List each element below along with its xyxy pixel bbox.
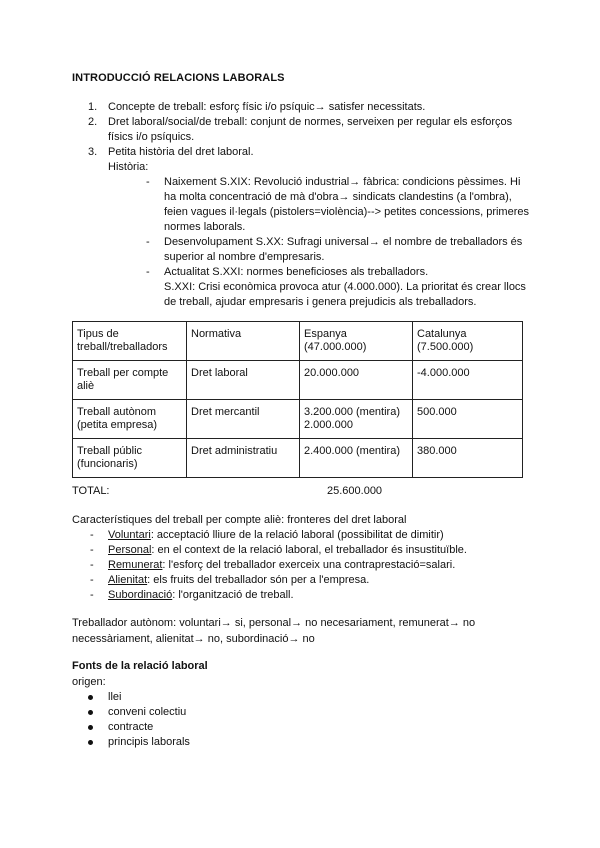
work-types-table bbox=[72, 321, 523, 478]
table-cell: 2.400.000 (mentira) bbox=[300, 439, 413, 478]
bullet-icon bbox=[88, 695, 93, 700]
sources-origin-label: origen: bbox=[72, 676, 106, 688]
sources-section bbox=[72, 675, 190, 750]
table-cell: Dret administratiu bbox=[187, 439, 300, 478]
list-number: 3. bbox=[88, 146, 98, 158]
historia-item: - Desenvolupament S.XX: Sufragi universal→ el nombre de treballadors és superior al nombre d'empresaris. bbox=[146, 236, 523, 263]
list-text: Petita història del dret laboral. bbox=[108, 146, 254, 158]
characteristic-desc: : els fruits del treballador són per a l'empresa. bbox=[147, 574, 370, 586]
characteristic-desc: : en el context de la relació laboral, el treballador és insustituïble. bbox=[151, 544, 467, 556]
characteristic-term: Alienitat bbox=[108, 574, 148, 586]
bullet-icon bbox=[88, 725, 93, 730]
list-text: Dret laboral/social/de treball: conjunt de normes, serveixen per regular els esforços físics i/o psíquics. bbox=[108, 116, 513, 143]
historia-item: - Actualitat S.XXI: normes beneficioses als treballadors. S.XXI: Crisi econòmica provoca atur (4.000.000). La prioritat és crear llocs de treball, ajudar empresaris i genera prejudicis als treballadors. bbox=[128, 265, 532, 310]
table-row bbox=[73, 361, 523, 400]
source-text: principis laborals bbox=[108, 736, 190, 748]
table-cell: Treball públic (funcionaris) bbox=[73, 439, 187, 478]
historia-label: Història: bbox=[108, 161, 149, 173]
list-number: 2. bbox=[88, 116, 98, 128]
historia-text: Actualitat S.XXI: normes beneficioses als treballadors. bbox=[164, 266, 429, 278]
historia-text: Naixement S.XIX: Revolució industrial→ fàbrica: condicions pèssimes. Hi ha molta concentració de mà d'obra→ sindicats clandestins (a l'ombra), feien vagues il·legals (pistolers=violència)--> petites concessions, primeres normes laborals. bbox=[164, 176, 529, 233]
table-row bbox=[73, 400, 523, 439]
bullet-icon bbox=[88, 710, 93, 715]
table-cell: 20.000.000 bbox=[300, 361, 413, 400]
table-cell: Treball autònom (petita empresa) bbox=[73, 400, 187, 439]
source-text: contracte bbox=[108, 721, 154, 733]
table-row bbox=[73, 439, 523, 478]
characteristic-item: - Alienitat: els fruits del treballador són per a l'empresa. bbox=[90, 574, 370, 586]
list-item bbox=[72, 115, 532, 145]
characteristic-desc: : l'organització de treball. bbox=[172, 589, 294, 601]
characteristic-term: Voluntari bbox=[108, 529, 151, 541]
table-header-cell: Tipus de treball/treballadors bbox=[73, 322, 187, 361]
list-text: Concepte de treball: esforç físic i/o psíquic→ satisfer necessitats. bbox=[108, 101, 426, 113]
total-value: 25.600.000 bbox=[327, 485, 383, 497]
historia-text: Desenvolupament S.XX: Sufragi universal→ el nombre de treballadors és superior al nombre d'empresaris. bbox=[164, 236, 523, 263]
characteristic-desc: : l'esforç del treballador exerceix una contraprestació=salari. bbox=[162, 559, 456, 571]
characteristic-term: Subordinació bbox=[108, 589, 173, 601]
table-header-cell: Espanya (47.000.000) bbox=[300, 322, 413, 361]
list-item bbox=[72, 145, 532, 310]
characteristic-term: Personal bbox=[108, 544, 152, 556]
characteristic-item: - Subordinació: l'organització de treball. bbox=[90, 589, 294, 601]
historia-item: - Naixement S.XIX: Revolució industrial→ fàbrica: condicions pèssimes. Hi ha molta concentració de mà d'obra→ sindicats clandestins (a l'ombra), feien vagues il·legals (pistolers=violència)--> petites concessions, primeres normes laborals. bbox=[146, 176, 529, 233]
table-cell: Dret mercantil bbox=[187, 400, 300, 439]
table-header-cell: Catalunya (7.500.000) bbox=[413, 322, 523, 361]
characteristics-title: Característiques del treball per compte aliè: fronteres del dret laboral bbox=[72, 514, 407, 526]
characteristic-term: Remunerat bbox=[108, 559, 163, 571]
characteristic-item: - Personal: en el context de la relació laboral, el treballador és insustituïble. bbox=[90, 544, 467, 556]
list-item bbox=[72, 705, 190, 720]
source-text: llei bbox=[108, 691, 122, 703]
table-header-row bbox=[73, 322, 523, 361]
numbered-list bbox=[72, 100, 532, 310]
table-cell: 380.000 bbox=[413, 439, 523, 478]
total-label: TOTAL: bbox=[72, 485, 110, 497]
table-cell: -4.000.000 bbox=[413, 361, 523, 400]
list-item bbox=[72, 100, 532, 115]
table-header-cell: Normativa bbox=[187, 322, 300, 361]
historia-list bbox=[128, 175, 532, 310]
document-title: INTRODUCCIÓ RELACIONS LABORALS bbox=[72, 72, 285, 84]
table-cell: Treball per compte aliè bbox=[73, 361, 187, 400]
source-text: conveni colectiu bbox=[108, 706, 187, 718]
list-number: 1. bbox=[88, 101, 98, 113]
autonomous-worker-text: Treballador autònom: voluntari→ si, personal→ no necesariament, remunerat→ no necessàriament, alienitat→ no, subordinació→ no bbox=[72, 617, 476, 645]
table-cell: 3.200.000 (mentira) 2.000.000 bbox=[300, 400, 413, 439]
list-item bbox=[72, 735, 190, 750]
table-cell: Dret laboral bbox=[187, 361, 300, 400]
characteristic-item: - Voluntari: acceptació lliure de la relació laboral (possibilitat de dimitir) bbox=[90, 529, 444, 541]
bullet-icon bbox=[88, 740, 93, 745]
table-cell: 500.000 bbox=[413, 400, 523, 439]
list-item bbox=[72, 690, 190, 705]
sources-heading: Fonts de la relació laboral bbox=[72, 660, 208, 672]
characteristic-item: - Remunerat: l'esforç del treballador exerceix una contraprestació=salari. bbox=[90, 559, 456, 571]
historia-extra: S.XXI: Crisi econòmica provoca atur (4.000.000). La prioritat és crear llocs de treball, ajudar empresaris i genera prejudicis als treballadors. bbox=[164, 281, 526, 308]
characteristics-section bbox=[72, 513, 532, 603]
characteristic-desc: : acceptació lliure de la relació laboral (possibilitat de dimitir) bbox=[150, 529, 444, 541]
list-item bbox=[72, 720, 190, 735]
